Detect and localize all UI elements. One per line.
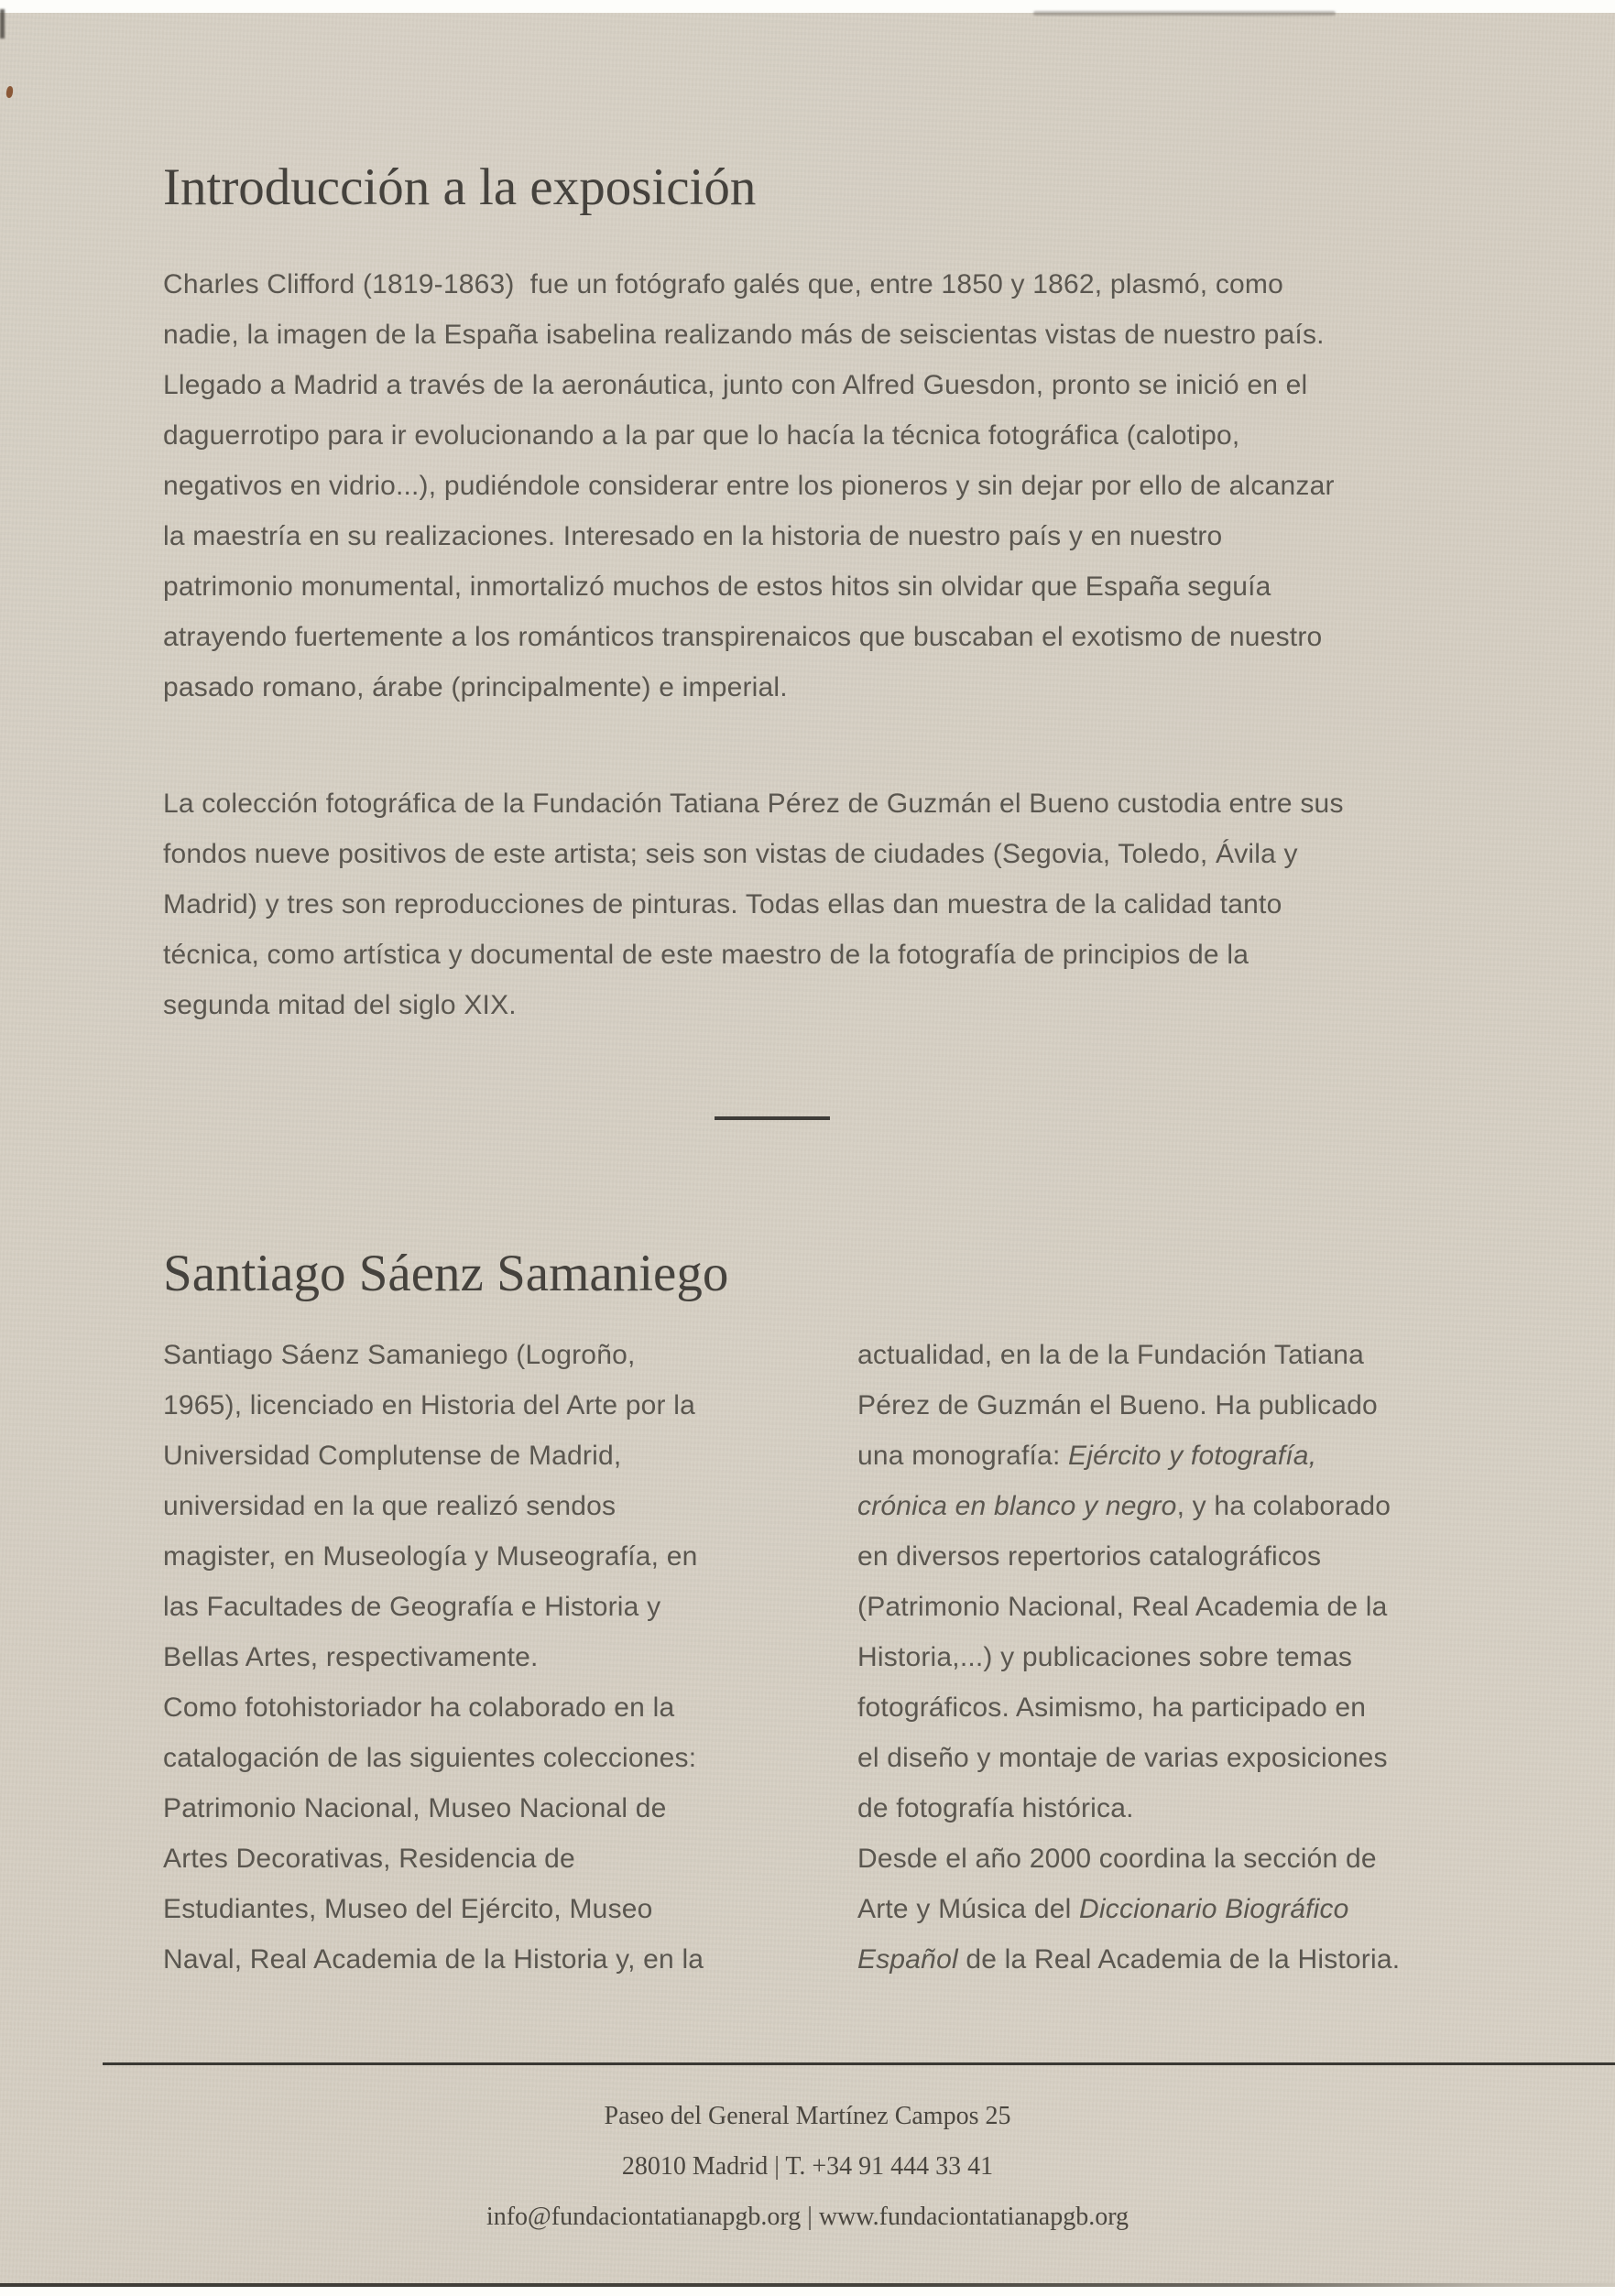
text-line xyxy=(163,259,1335,310)
text-segment: de fotografía histórica. xyxy=(857,1793,1134,1823)
text-segment: Historia,...) y publicaciones sobre temas xyxy=(857,1642,1353,1672)
text-line xyxy=(857,1380,1490,1431)
text-line xyxy=(163,980,1344,1030)
text-segment: daguerrotipo para ir evolucionando a la par que lo hacía la técnica fotográfica (calotipo, xyxy=(163,420,1240,451)
text-segment: Patrimonio Nacional, Museo Nacional de xyxy=(163,1793,667,1823)
italic-text-segment: Diccionario Biográfico xyxy=(1079,1894,1349,1924)
text-line xyxy=(163,778,1344,829)
text-segment: Arte y Música del xyxy=(857,1894,1080,1924)
text-line xyxy=(163,879,1344,930)
text-line xyxy=(857,1682,1490,1733)
text-line xyxy=(163,1733,795,1783)
text-segment: patrimonio monumental, inmortalizó muchos de estos hitos sin olvidar que España seguía xyxy=(163,571,1271,602)
scan-artifact-top-smudge xyxy=(1033,11,1336,16)
text-segment: Naval, Real Academia de la Historia y, en la xyxy=(163,1944,704,1975)
text-segment: Llegado a Madrid a través de la aeronáutica, junto con Alfred Guesdon, pronto se inició en el xyxy=(163,370,1308,400)
bio-section-title: Santiago Sáenz Samaniego xyxy=(163,1245,729,1302)
text-line xyxy=(163,1834,795,1884)
text-line xyxy=(857,1783,1490,1834)
text-segment: La colección fotográfica de la Fundación Tatiana Pérez de Guzmán el Bueno custodia entre sus xyxy=(163,789,1344,819)
text-segment: fondos nueve positivos de este artista; seis son vistas de ciudades (Segovia, Toledo, Ávila y xyxy=(163,839,1298,869)
text-line xyxy=(857,1431,1490,1481)
text-line xyxy=(163,1934,795,1985)
text-line xyxy=(857,1481,1490,1531)
text-line xyxy=(857,1582,1490,1632)
text-segment: de la Real Academia de la Historia. xyxy=(957,1944,1401,1975)
text-line xyxy=(857,1531,1490,1582)
text-segment: la maestría en su realizaciones. Interesado en la historia de nuestro país y en nuestro xyxy=(163,521,1223,551)
text-line xyxy=(163,1632,795,1682)
footer-address-line3: info@fundaciontatianapgb.org | www.fundaciontatianapgb.org xyxy=(486,2203,1129,2231)
text-segment: Como fotohistoriador ha colaborado en la xyxy=(163,1692,675,1723)
text-segment: pasado romano, árabe (principalmente) e imperial. xyxy=(163,672,788,702)
bio-left-column xyxy=(163,1330,795,1985)
text-line xyxy=(163,410,1335,461)
italic-text-segment: Ejército y fotografía, xyxy=(1068,1441,1317,1471)
text-line xyxy=(857,1330,1490,1380)
footer-address-block xyxy=(0,2091,1615,2242)
text-segment: Desde el año 2000 coordina la sección de xyxy=(857,1844,1377,1874)
text-segment: catalogación de las siguientes colecciones: xyxy=(163,1743,697,1773)
text-line xyxy=(163,1481,795,1531)
text-segment: Santiago Sáenz Samaniego (Logroño, xyxy=(163,1340,636,1370)
text-segment: Pérez de Guzmán el Bueno. Ha publicado xyxy=(857,1390,1378,1420)
intro-section-title: Introducción a la exposición xyxy=(163,158,757,216)
italic-text-segment: crónica en blanco y negro xyxy=(857,1491,1177,1521)
text-line xyxy=(163,511,1335,561)
text-line xyxy=(857,1884,1490,1934)
text-segment: 1965), licenciado en Historia del Arte por la xyxy=(163,1390,695,1420)
text-segment: técnica, como artística y documental de este maestro de la fotografía de principios de la xyxy=(163,940,1249,970)
text-segment: el diseño y montaje de varias exposiciones xyxy=(857,1743,1388,1773)
intro-paragraph-1 xyxy=(163,259,1335,713)
text-segment: (Patrimonio Nacional, Real Academia de la xyxy=(857,1592,1388,1622)
text-line xyxy=(163,461,1335,511)
text-line xyxy=(163,1431,795,1481)
text-segment: atrayendo fuertemente a los románticos transpirenaicos que buscaban el exotismo de nuestro xyxy=(163,622,1323,652)
text-line xyxy=(163,662,1335,713)
footer-rule xyxy=(103,2062,1615,2065)
text-segment: , y ha colaborado xyxy=(1176,1491,1391,1521)
text-line xyxy=(857,1934,1490,1985)
text-segment: Universidad Complutense de Madrid, xyxy=(163,1441,622,1471)
paper-bottom-edge-shadow xyxy=(0,2283,1615,2287)
text-line xyxy=(163,561,1335,612)
text-segment: Estudiantes, Museo del Ejército, Museo xyxy=(163,1894,653,1924)
text-line xyxy=(163,1330,795,1380)
text-line xyxy=(857,1733,1490,1783)
text-line xyxy=(163,1682,795,1733)
text-segment: nadie, la imagen de la España isabelina realizando más de seiscientas vistas de nuestro país. xyxy=(163,320,1325,350)
bio-right-column xyxy=(857,1330,1490,1985)
text-segment: actualidad, en la de la Fundación Tatiana xyxy=(857,1340,1365,1370)
text-line xyxy=(163,612,1335,662)
footer-address-line2: 28010 Madrid | T. +34 91 444 33 41 xyxy=(621,2152,994,2181)
text-segment: Charles Clifford (1819-1863) fue un fotógrafo galés que, entre 1850 y 1862, plasmó, como xyxy=(163,269,1283,299)
text-line xyxy=(163,310,1335,360)
text-segment: Bellas Artes, respectivamente. xyxy=(163,1642,539,1672)
scan-artifact-left-edge xyxy=(0,9,5,38)
text-segment: segunda mitad del siglo XIX. xyxy=(163,990,517,1020)
text-segment: Artes Decorativas, Residencia de xyxy=(163,1844,575,1874)
text-segment: magister, en Museología y Museografía, en xyxy=(163,1541,698,1572)
text-segment: las Facultades de Geografía e Historia y xyxy=(163,1592,661,1622)
text-line xyxy=(163,1783,795,1834)
text-segment: universidad en la que realizó sendos xyxy=(163,1491,617,1521)
text-line xyxy=(163,1380,795,1431)
text-segment: fotográficos. Asimismo, ha participado en xyxy=(857,1692,1367,1723)
text-segment: Madrid) y tres son reproducciones de pinturas. Todas ellas dan muestra de la calidad tanto xyxy=(163,889,1282,919)
italic-text-segment: Español xyxy=(857,1944,958,1975)
text-segment: una monografía: xyxy=(857,1441,1069,1471)
text-segment: negativos en vidrio...), pudiéndole considerar entre los pioneros y sin dejar por ello de alcanzar xyxy=(163,471,1335,501)
text-line xyxy=(857,1632,1490,1682)
text-line xyxy=(163,829,1344,879)
text-line xyxy=(163,1531,795,1582)
text-line xyxy=(163,930,1344,980)
section-divider-rule xyxy=(715,1116,830,1120)
footer-address-line1: Paseo del General Martínez Campos 25 xyxy=(604,2102,1011,2130)
text-segment: en diversos repertorios catalográficos xyxy=(857,1541,1322,1572)
intro-paragraph-2 xyxy=(163,778,1344,1030)
text-line xyxy=(857,1834,1490,1884)
text-line xyxy=(163,1884,795,1934)
text-line xyxy=(163,1582,795,1632)
text-line xyxy=(163,360,1335,410)
